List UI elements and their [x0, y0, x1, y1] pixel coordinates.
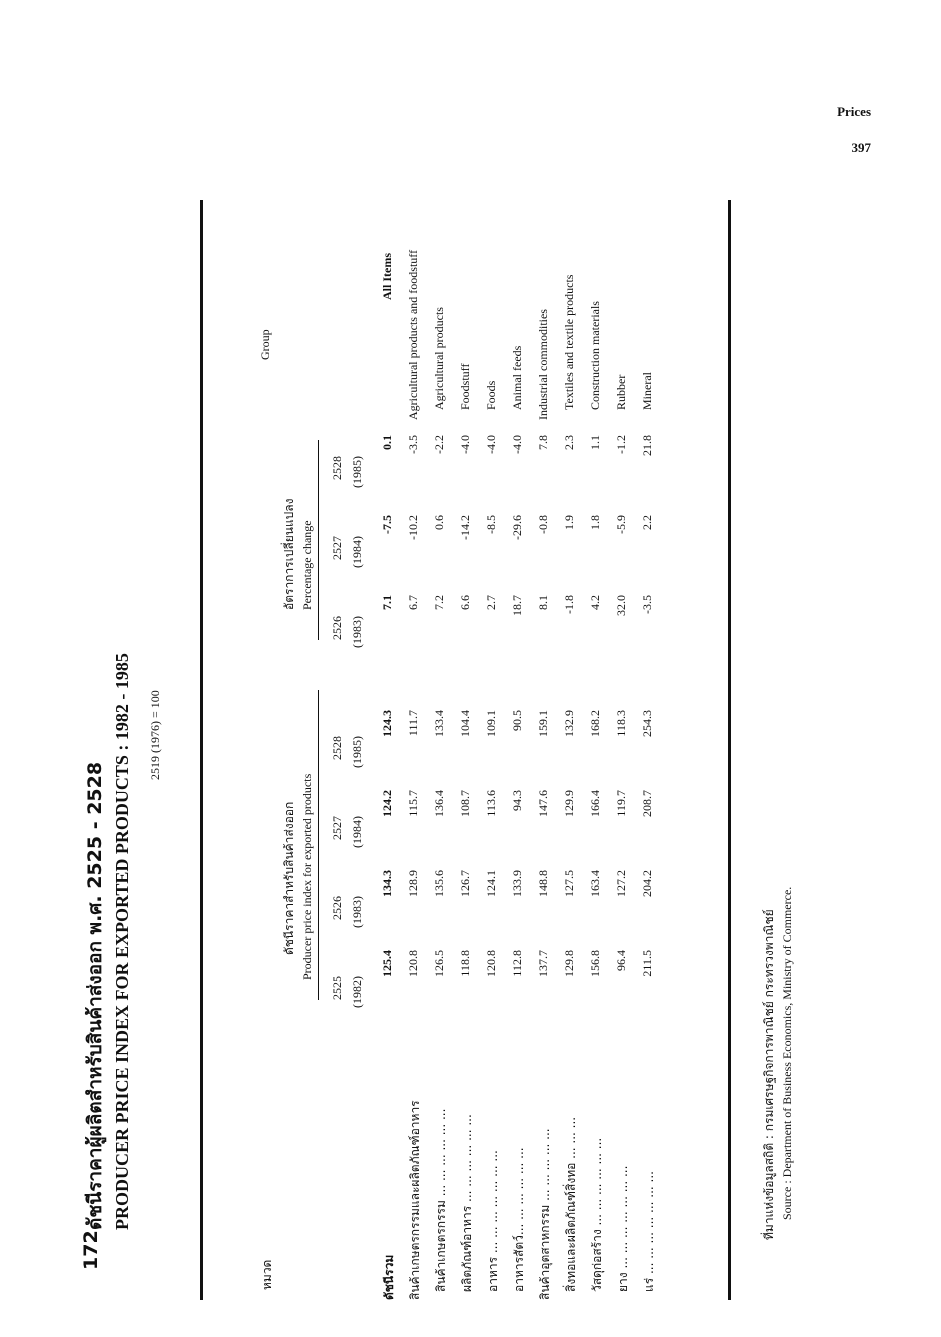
change-year-header: 2527	[330, 536, 344, 560]
index-value: 147.6	[536, 790, 550, 817]
year-header: 2528	[330, 736, 344, 760]
change-value: 2.3	[562, 435, 576, 450]
change-value: 8.1	[536, 595, 550, 610]
index-header-thai: ดัชนีราคาสำหรับสินค้าส่งออก	[282, 801, 296, 955]
year-ad-header: (1985)	[350, 736, 364, 768]
change-value: -1.2	[614, 435, 628, 454]
change-value: 6.7	[406, 595, 420, 610]
row-label-thai: อาหาร ... ... ... ... ... ... ...	[486, 1150, 500, 1292]
title-english: PRODUCER PRICE INDEX FOR EXPORTED PRODUCTS : 1982 - 1985	[112, 653, 132, 1230]
page-number: 397	[851, 140, 871, 155]
index-value: 132.9	[562, 710, 576, 737]
change-value: -29.6	[510, 515, 524, 540]
table-row	[562, 180, 586, 1300]
change-value: 2.7	[484, 595, 498, 610]
year-ad-header: (1982)	[350, 976, 364, 1008]
index-value: 104.4	[458, 710, 472, 737]
change-value: -4.0	[458, 435, 472, 454]
index-value: 133.4	[432, 710, 446, 737]
change-value: -8.5	[484, 515, 498, 534]
change-value: 1.1	[588, 435, 602, 450]
row-label-thai: ผลิตภัณฑ์อาหาร ... ... ... ... ... ...	[460, 1114, 474, 1292]
top-rule	[200, 200, 203, 1300]
change-value: -2.2	[432, 435, 446, 454]
change-value: 7.1	[380, 595, 394, 610]
group-header-thai: หมวด	[260, 1259, 274, 1290]
index-value: 129.9	[562, 790, 576, 817]
index-value: 163.4	[588, 870, 602, 897]
index-value: 115.7	[406, 790, 420, 817]
table-row	[536, 180, 560, 1300]
table-row	[640, 180, 664, 1300]
index-value: 120.8	[406, 950, 420, 977]
bottom-rule	[728, 200, 731, 1300]
row-label-english: Foods	[484, 380, 498, 410]
row-label-thai: อาหารสัตว์... ... ... ... ... ...	[512, 1147, 526, 1292]
change-value: 21.8	[640, 435, 654, 456]
index-value: 119.7	[614, 790, 628, 817]
index-value: 127.5	[562, 870, 576, 897]
index-value: 124.3	[380, 710, 394, 737]
change-year-ad-header: (1985)	[350, 456, 364, 488]
index-value: 111.7	[406, 710, 420, 737]
table-row	[484, 180, 508, 1300]
change-value: 32.0	[614, 595, 628, 616]
row-label-thai: แร่ ... ... ... ... ... ... ...	[642, 1171, 656, 1292]
change-year-header: 2528	[330, 456, 344, 480]
table-row	[458, 180, 482, 1300]
change-value: 18.7	[510, 595, 524, 616]
change-header-thai: อัตราการเปลี่ยนแปลง	[282, 498, 296, 610]
index-value: 148.8	[536, 870, 550, 897]
index-value: 109.1	[484, 710, 498, 737]
table-row	[510, 180, 534, 1300]
table-row	[380, 180, 404, 1300]
change-value: -4.0	[510, 435, 524, 454]
index-value: 129.8	[562, 950, 576, 977]
index-value: 204.2	[640, 870, 654, 897]
row-label-thai: สิ่งทอและผลิตภัณฑ์สิ่งทอ ... ... ...	[564, 1116, 578, 1292]
rotated-table	[80, 180, 880, 1300]
row-label-english: Animal feeds	[510, 345, 524, 410]
table-row	[432, 180, 456, 1300]
index-value: 120.8	[484, 950, 498, 977]
table-row	[614, 180, 638, 1300]
index-value: 211.5	[640, 950, 654, 977]
row-label-thai: สินค้าเกษตรกรรมและผลิตภัณฑ์อาหาร	[408, 1100, 422, 1300]
row-label-english: Agricultural products	[432, 307, 446, 410]
change-year-ad-header: (1984)	[350, 536, 364, 568]
change-value: -5.9	[614, 515, 628, 534]
index-value: 137.7	[536, 950, 550, 977]
year-header: 2525	[330, 976, 344, 1000]
change-value: 2.2	[640, 515, 654, 530]
table-row	[588, 180, 612, 1300]
change-value: -10.2	[406, 515, 420, 540]
row-label-english: All Items	[380, 253, 394, 300]
index-value: 127.2	[614, 870, 628, 897]
change-header-english: Percentage change	[300, 520, 314, 610]
year-ad-header: (1984)	[350, 816, 364, 848]
source-thai: ที่มาแห่งข้อมูลสถิติ : กรมเศรษฐกิจการพาณิชย์ กระทรวงพาณิชย์	[762, 909, 776, 1240]
index-value: 125.4	[380, 950, 394, 977]
row-label-english: Agricultural products and foodstuff	[406, 249, 420, 420]
row-label-thai: สินค้าอุตสาหกรรม ... ... ... ... ...	[538, 1128, 552, 1300]
index-value: 208.7	[640, 790, 654, 817]
change-year-ad-header: (1983)	[350, 616, 364, 648]
change-value: -14.2	[458, 515, 472, 540]
row-label-thai: ดัชนีรวม	[382, 1254, 396, 1300]
year-header: 2526	[330, 896, 344, 920]
change-value: -7.5	[380, 515, 394, 534]
row-label-thai: วัสดุก่อสร้าง ... ... ... ... ... ...	[590, 1137, 604, 1292]
index-value: 133.9	[510, 870, 524, 897]
change-value: -3.5	[406, 435, 420, 454]
index-header-english: Producer price index for exported products	[300, 773, 314, 980]
change-year-header: 2526	[330, 616, 344, 640]
year-ad-header: (1983)	[350, 896, 364, 928]
change-value: 0.6	[432, 515, 446, 530]
index-value: 108.7	[458, 790, 472, 817]
change-value: 1.9	[562, 515, 576, 530]
index-value: 90.5	[510, 710, 524, 731]
index-value: 112.8	[510, 950, 524, 977]
index-value: 254.3	[640, 710, 654, 737]
source-english: Source : Department of Business Economics, Ministry of Commerce.	[780, 886, 794, 1220]
index-value: 126.7	[458, 870, 472, 897]
index-value: 135.6	[432, 870, 446, 897]
base-year: 2519 (1976) = 100	[148, 690, 162, 780]
change-group-rule	[318, 440, 319, 640]
change-value: -0.8	[536, 515, 550, 534]
index-value: 124.1	[484, 870, 498, 897]
index-value: 94.3	[510, 790, 524, 811]
index-value: 136.4	[432, 790, 446, 817]
table-row	[406, 180, 430, 1300]
row-label-english: Rubber	[614, 374, 628, 410]
index-value: 166.4	[588, 790, 602, 817]
group-header-english: Group	[258, 329, 272, 360]
index-value: 113.6	[484, 790, 498, 817]
index-value: 159.1	[536, 710, 550, 737]
row-label-english: Textiles and textile products	[562, 274, 576, 410]
row-label-english: Construction materials	[588, 301, 602, 410]
row-label-thai: ยาง ... ... ... ... ... ... ...	[616, 1165, 630, 1292]
section-name: Prices	[837, 104, 871, 119]
index-value: 118.3	[614, 710, 628, 737]
change-value: 6.6	[458, 595, 472, 610]
row-label-english: Foodstuff	[458, 363, 472, 410]
index-value: 96.4	[614, 950, 628, 971]
index-value: 156.8	[588, 950, 602, 977]
change-value: -4.0	[484, 435, 498, 454]
year-header: 2527	[330, 816, 344, 840]
index-value: 124.2	[380, 790, 394, 817]
change-value: -1.8	[562, 595, 576, 614]
change-value: 0.1	[380, 435, 394, 450]
table-number: 172.	[80, 1223, 102, 1270]
index-value: 118.8	[458, 950, 472, 977]
change-value: 7.2	[432, 595, 446, 610]
change-value: 7.8	[536, 435, 550, 450]
index-value: 128.9	[406, 870, 420, 897]
change-value: 4.2	[588, 595, 602, 610]
row-label-thai: สินค้าเกษตรกรรม ... ... ... ... ... ...	[434, 1108, 448, 1292]
title-thai: ดัชนีราคาผู้ผลิตสำหรับสินค้าส่งออก พ.ศ. 2525 - 2528	[84, 761, 106, 1230]
change-value: -3.5	[640, 595, 654, 614]
index-value: 134.3	[380, 870, 394, 897]
change-value: 1.8	[588, 515, 602, 530]
index-group-rule	[318, 690, 319, 1000]
row-label-english: Mineral	[640, 372, 654, 410]
row-label-english: Industrial commodities	[536, 309, 550, 420]
index-value: 126.5	[432, 950, 446, 977]
index-value: 168.2	[588, 710, 602, 737]
